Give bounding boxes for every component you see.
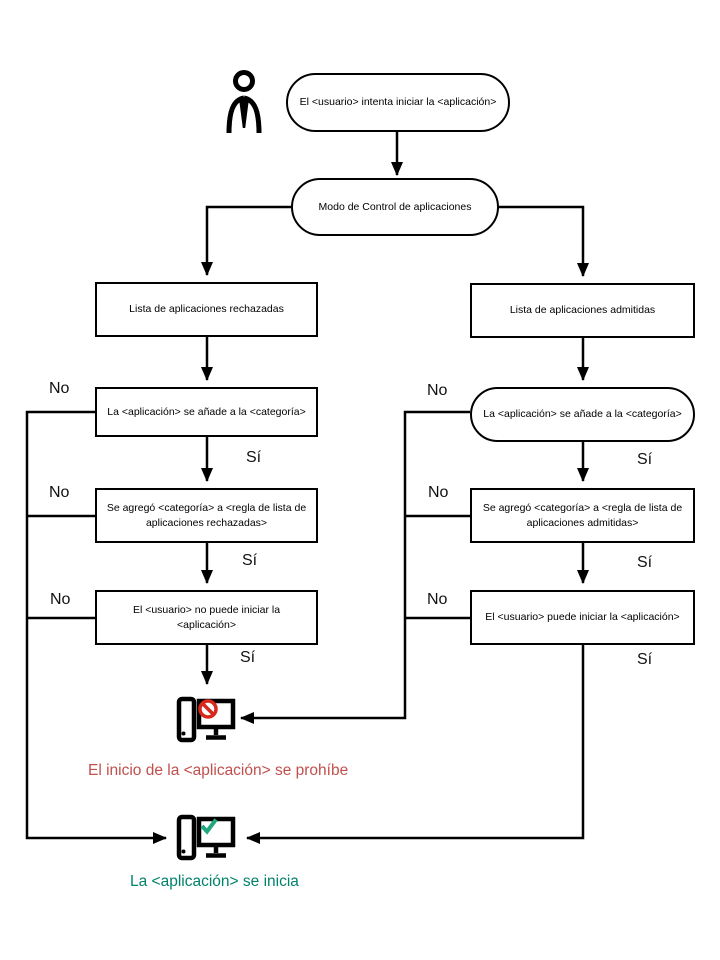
node-allow-rule-label: Se agregó <categoría> a <regla de lista de aplicaciones admitidas> xyxy=(482,502,683,529)
yes-label-deny-rule: Sí xyxy=(242,552,258,569)
node-mode xyxy=(291,178,499,236)
computer-allowed-icon xyxy=(176,810,236,864)
yes-label-allow-result: Sí xyxy=(637,651,653,668)
caption-prohibited: El inicio de la <aplicación> se prohíbe xyxy=(88,762,349,779)
node-allow-rule xyxy=(470,488,695,543)
no-label-deny-rule: No xyxy=(49,484,70,501)
node-denylist-label: Lista de aplicaciones rechazadas xyxy=(129,303,284,316)
node-start xyxy=(286,73,510,132)
edge-allowresult-yes-to-started xyxy=(247,645,583,838)
computer-blocked-icon xyxy=(176,692,236,746)
caption-started: La <aplicación> se inicia xyxy=(130,873,299,890)
no-label-allow-category: No xyxy=(427,382,448,399)
yes-label-allow-category: Sí xyxy=(637,451,653,468)
node-deny-category-label: La <aplicación> se añade a la <categoría> xyxy=(107,405,306,418)
person-icon xyxy=(224,70,264,134)
yes-label-allow-rule: Sí xyxy=(637,554,653,571)
node-deny-rule-label: Se agregó <categoría> a <regla de lista de aplicaciones rechazadas> xyxy=(106,502,307,529)
node-start-label: El <usuario> intenta iniciar la <aplicación> xyxy=(299,96,497,109)
edge-mode-to-denylist xyxy=(207,207,291,275)
no-label-allow-rule: No xyxy=(428,484,449,501)
node-deny-result-label: El <usuario> no puede iniciar la <aplicación> xyxy=(132,604,281,631)
edge-mode-to-allowlist xyxy=(499,207,583,276)
node-allowlist-label: Lista de aplicaciones admitidas xyxy=(509,304,656,317)
node-allow-category-label: La <aplicación> se añade a la <categoría> xyxy=(483,408,682,421)
no-label-deny-category: No xyxy=(49,380,70,397)
node-deny-result xyxy=(95,590,318,645)
no-label-allow-result: No xyxy=(427,591,448,608)
node-allow-category xyxy=(470,387,695,442)
node-deny-category xyxy=(95,387,318,437)
node-mode-label: Modo de Control de aplicaciones xyxy=(318,200,472,213)
node-denylist xyxy=(95,282,318,337)
edge-right-no-trunk xyxy=(241,412,470,718)
no-label-deny-result: No xyxy=(50,591,71,608)
yes-label-deny-result: Sí xyxy=(240,649,256,666)
node-allowlist xyxy=(470,283,695,338)
node-allow-result xyxy=(470,590,695,645)
node-allow-result-label: El <usuario> puede iniciar la <aplicación> xyxy=(485,611,680,624)
node-deny-rule xyxy=(95,488,318,543)
yes-label-deny-category: Sí xyxy=(246,449,262,466)
